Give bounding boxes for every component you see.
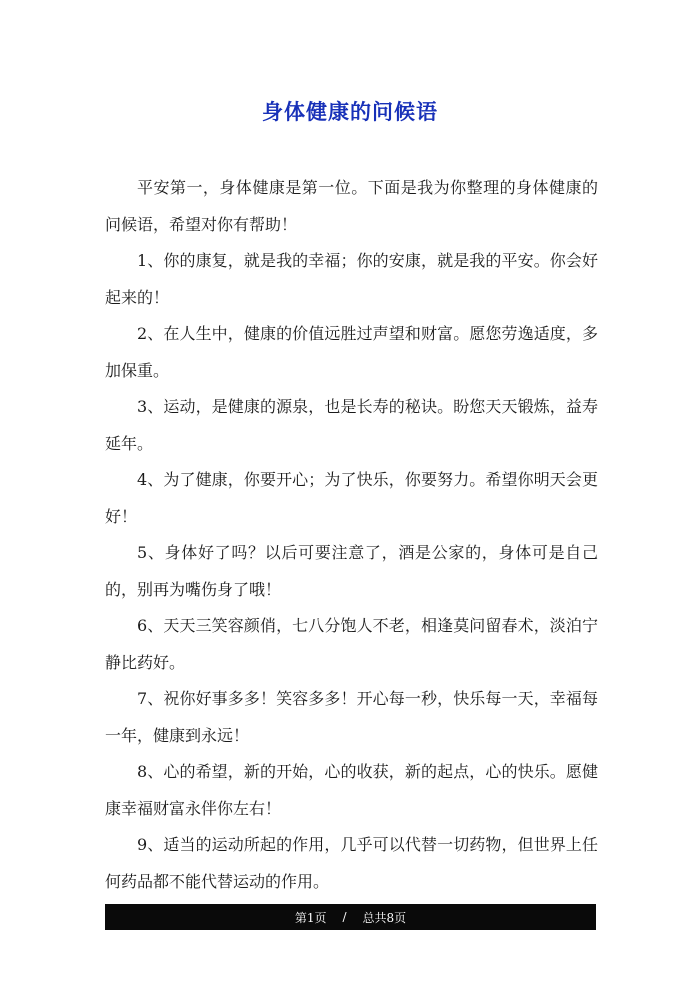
paragraph-1: 1、你的康复，就是我的幸福；你的安康，就是我的平安。你会好起来的！ (105, 251, 598, 307)
paragraph-3: 3、运动，是健康的源泉，也是长寿的秘诀。盼您天天锻炼，益寿延年。 (105, 397, 598, 453)
document-title: 身体健康的问候语 (262, 100, 438, 124)
paragraph-4: 4、为了健康，你要开心；为了快乐，你要努力。希望你明天会更好！ (105, 470, 598, 526)
paragraph-6: 6、天天三笑容颜俏，七八分饱人不老，相逢莫问留春术，淡泊宁静比药好。 (105, 616, 598, 672)
total-pages-label: 总共8页 (362, 910, 407, 925)
paragraph-8: 8、心的希望，新的开始，心的收获，新的起点，心的快乐。愿健康幸福财富永伴你左右！ (105, 762, 598, 818)
paragraph-9: 9、适当的运动所起的作用，几乎可以代替一切药物，但世界上任何药品都不能代替运动的作用。 (105, 835, 598, 891)
page-footer-bar (105, 904, 596, 930)
paragraph-intro: 平安第一，身体健康是第一位。下面是我为你整理的身体健康的问候语，希望对你有帮助！ (105, 178, 598, 234)
paragraph-7: 7、祝你好事多多！笑容多多！开心每一秒，快乐每一天，幸福每一年，健康到永远！ (105, 689, 598, 745)
paragraph-2: 2、在人生中，健康的价值远胜过声望和财富。愿您劳逸适度，多加保重。 (105, 324, 598, 380)
page-number-label: 第1页 (294, 910, 327, 925)
paragraph-5: 5、身体好了吗？以后可要注意了，酒是公家的，身体可是自己的，别再为嘴伤身了哦！ (105, 543, 598, 599)
page-separator: / (342, 910, 347, 924)
document-body (105, 170, 598, 900)
